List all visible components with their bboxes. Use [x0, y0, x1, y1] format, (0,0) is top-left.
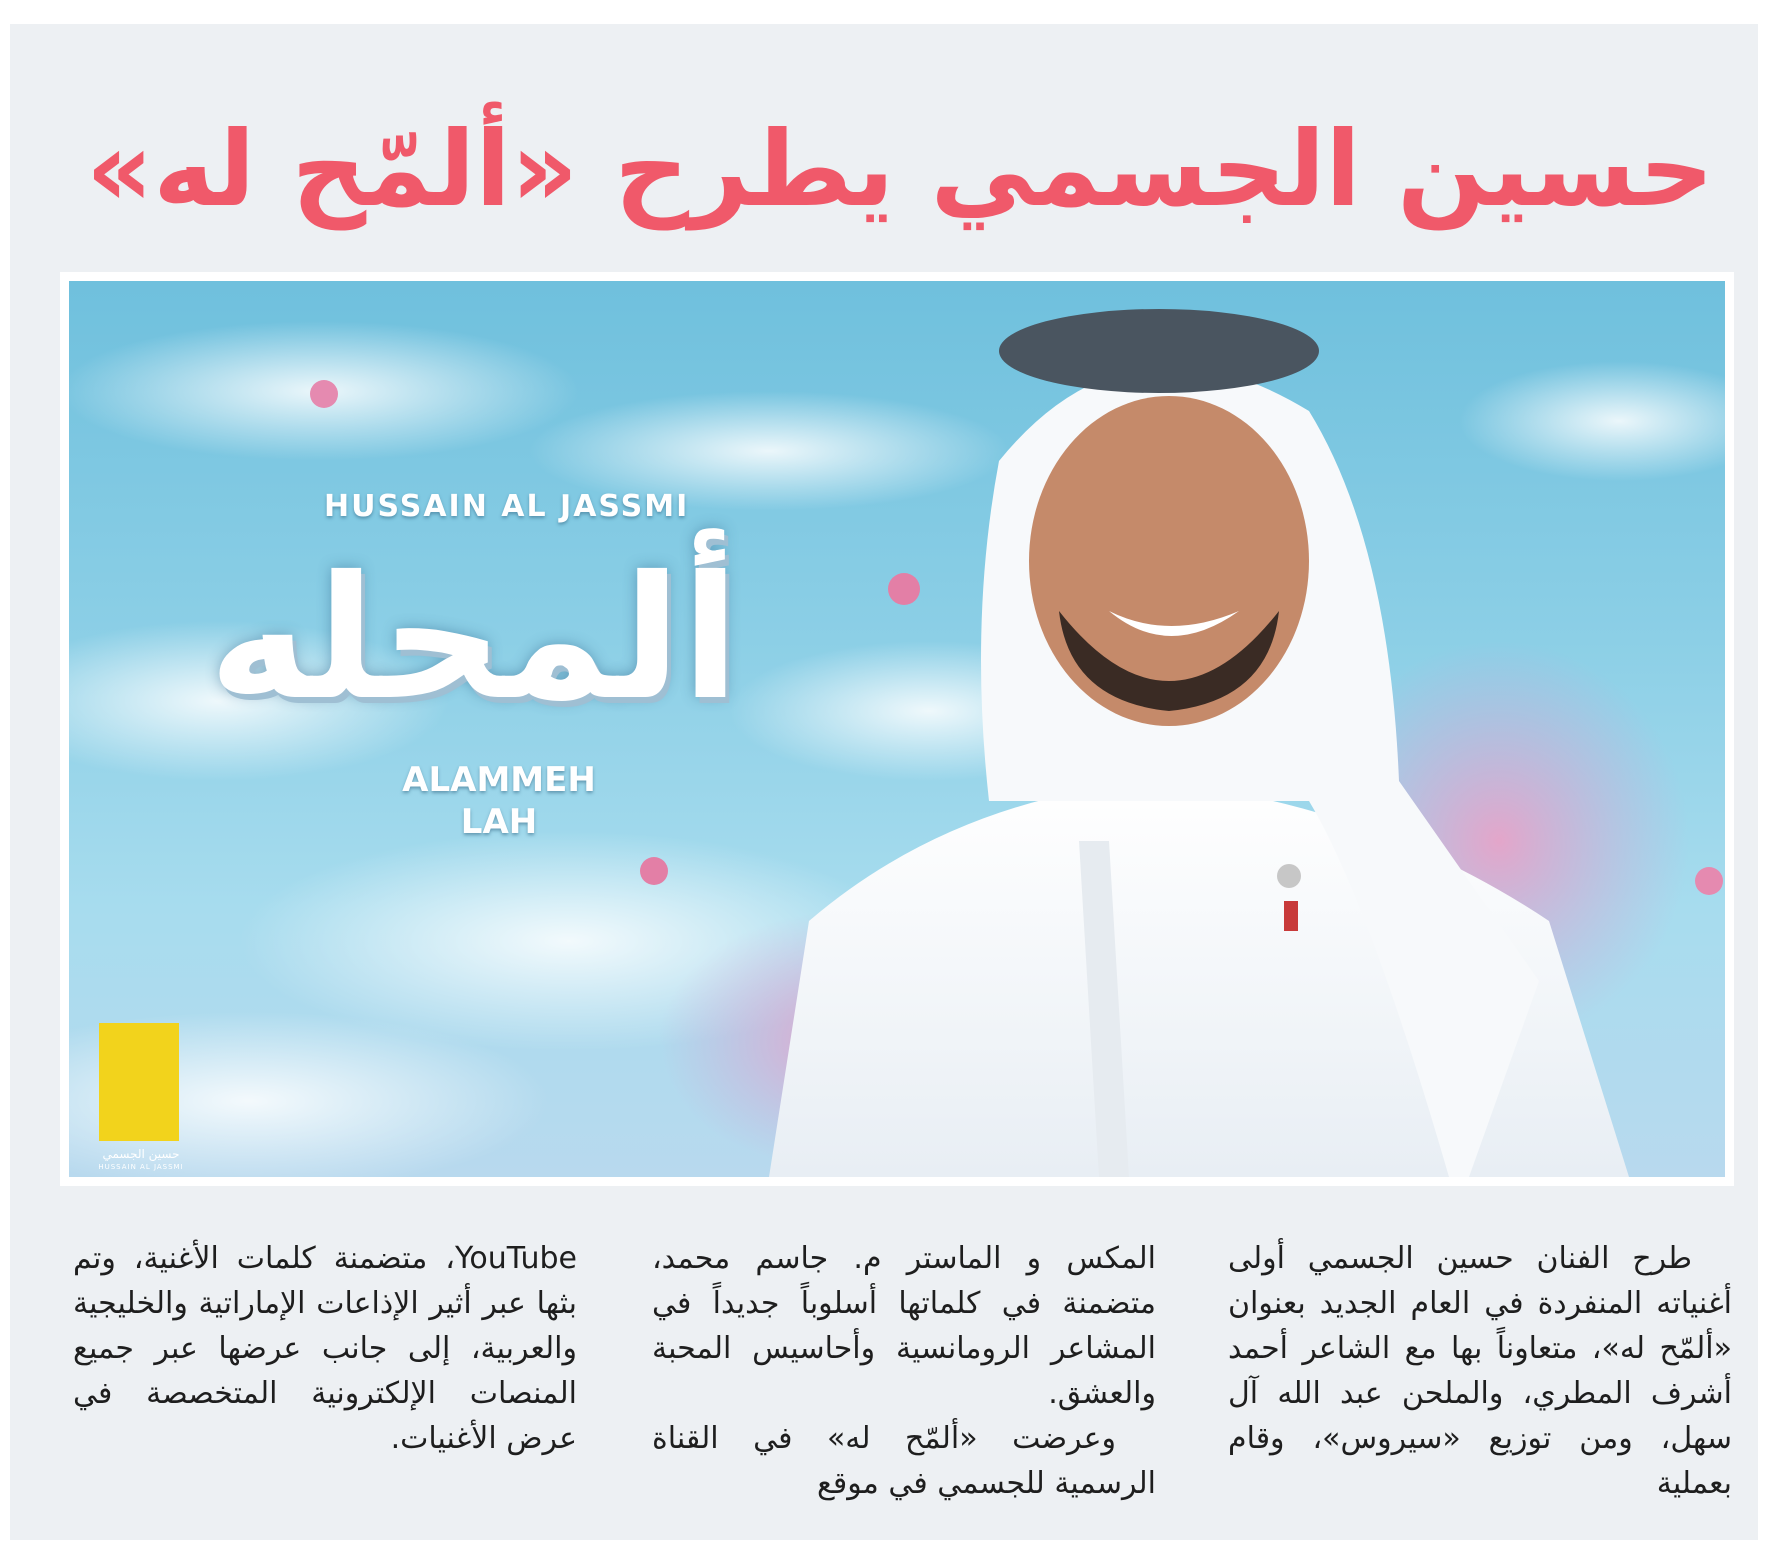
- singer-logo: [91, 1023, 201, 1175]
- column-right-text: طرح الفنان حسين الجسمي أولى أغنياته المنفردة في العام الجديد بعنوان «ألمّح له»، متعاوناً بها مع الشاعر أحمد أشرف المطري، والملحن عبد الله آل سهل، ومن توزيع «سيروس»، وقام بعملية: [1228, 1241, 1732, 1501]
- cover-photo: [69, 281, 1725, 1177]
- logo-name-en: HUSSAIN AL JASSMI: [98, 1163, 184, 1171]
- column-left-text: YouTube، متضمنة كلمات الأغنية، وتم بثها عبر أثير الإذاعات الإماراتية والخليجية والعربية، إلى جانب عرضها عبر جميع المنصات الإلكترونية المتخصصة في عرض الأغنيات.: [73, 1241, 577, 1456]
- column-right: [1228, 1236, 1732, 1506]
- logo-name-ar: حسين الجسمي: [102, 1147, 180, 1161]
- song-title-en-line1: ALAMMEH: [402, 760, 596, 800]
- headline: حسين الجسمي يطرح «ألمّح له»: [86, 108, 1714, 230]
- column-middle-paragraph-2: وعرضت «ألمّح له» في القناة الرسمية للجسمي في موقع: [652, 1421, 1156, 1501]
- article-panel: [10, 24, 1758, 1540]
- singer-name-en: HUSSAIN AL JASSMI: [324, 489, 690, 524]
- column-left: [73, 1236, 577, 1461]
- column-middle: [652, 1236, 1156, 1506]
- song-title-en-line2: LAH: [460, 802, 538, 842]
- song-title-ar: ألمحله: [208, 540, 740, 738]
- logo-mark-icon: [99, 1023, 179, 1141]
- photo-frame: [60, 272, 1734, 1186]
- song-title-en: [369, 759, 629, 843]
- column-middle-paragraph-1: المكس و الماستر م. جاسم محمد، متضمنة في كلماتها أسلوباً جديداً في المشاعر الرومانسية وأحاسيس المحبة والعشق.: [652, 1241, 1156, 1411]
